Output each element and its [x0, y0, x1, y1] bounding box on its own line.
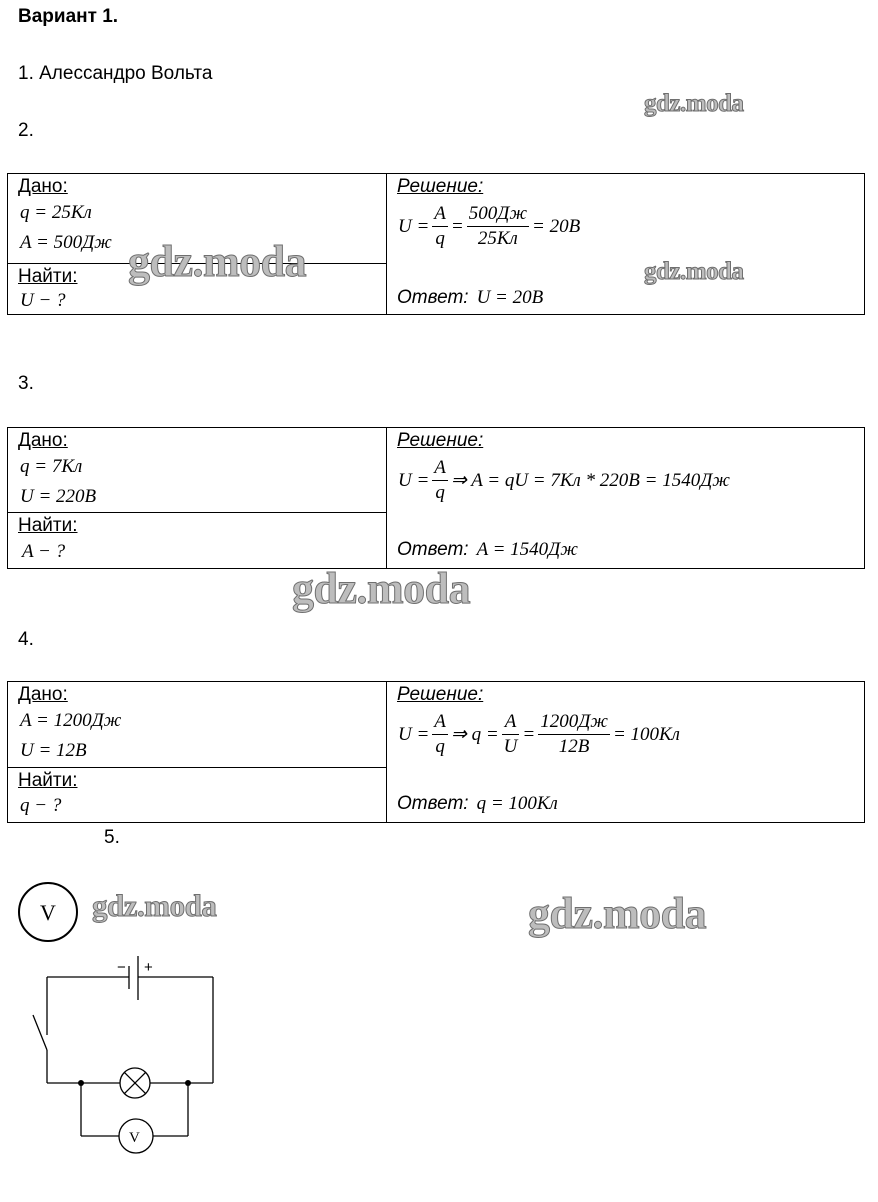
given-value-2: U = 12B	[20, 740, 87, 761]
given-value-1: A = 1200Дж	[20, 710, 122, 731]
find-label: Найти:	[18, 770, 78, 791]
find-value: q − ?	[20, 795, 62, 816]
solution-label: Решение:	[397, 430, 484, 451]
formula-rhs: ⇒ A = qU = 7Кл * 220B = 1540Дж	[450, 470, 730, 491]
answer-label: Ответ:	[397, 793, 469, 814]
voltmeter-symbol-icon: V	[18, 882, 78, 942]
formula-lhs: U =	[398, 723, 430, 745]
given-label: Дано:	[18, 430, 68, 451]
answer-label: Ответ:	[397, 539, 469, 560]
battery-minus-label: −	[117, 959, 126, 976]
circuit-voltmeter-label: V	[129, 1130, 140, 1146]
solution-formula: U = $\frac{A}{q}$ = $\frac{500Дж}{25Кл}$ = 20B	[398, 203, 581, 249]
given-value-2: A = 500Дж	[20, 232, 112, 253]
answer-value: A = 1540Дж	[476, 539, 578, 560]
fraction: $\frac{1200Дж}{12B}$	[540, 711, 608, 757]
task-4-table	[7, 681, 865, 823]
answer-line	[397, 793, 558, 815]
fraction: $\frac{500Дж}{25Кл}$	[468, 203, 527, 249]
fraction: $\frac{A}{q}$	[434, 711, 446, 757]
watermark-logo: gdz.moda	[128, 237, 307, 286]
junction-dot	[78, 1080, 84, 1086]
battery-plus-label: +	[144, 959, 153, 976]
junction-dot	[185, 1080, 191, 1086]
answer-label: Ответ:	[397, 287, 469, 308]
solution-label: Решение:	[397, 176, 484, 197]
find-value: A − ?	[22, 541, 66, 562]
task-3-number: 3.	[18, 373, 34, 394]
fraction: $\frac{A}{q}$	[434, 203, 446, 249]
task-5-number: 5.	[104, 827, 120, 848]
watermark-logo: gdz.moda	[92, 888, 217, 923]
task-3-table	[7, 427, 865, 569]
answer-line	[397, 287, 543, 309]
find-value: U − ?	[20, 290, 66, 311]
watermark-logo: gdz.moda	[528, 889, 707, 938]
given-value-2: U = 220B	[20, 486, 97, 507]
answer-value: q = 100Кл	[476, 793, 558, 814]
answer-value: U = 20B	[476, 287, 544, 308]
formula-lhs: U =	[398, 469, 430, 491]
task-2-number: 2.	[18, 120, 34, 141]
answer-line	[397, 539, 578, 561]
given-label: Дано:	[18, 684, 68, 705]
formula-lhs: U =	[398, 215, 430, 237]
find-label: Найти:	[18, 266, 78, 287]
formula-mid: ⇒ q =	[450, 724, 499, 745]
solution-formula	[398, 456, 730, 505]
given-value-1: q = 25Кл	[20, 202, 92, 223]
fraction: $\frac{A}{U}$	[503, 711, 518, 757]
given-label: Дано:	[18, 176, 68, 197]
watermark-logo: gdz.moda	[644, 258, 744, 285]
fraction: $\frac{A}{q}$	[434, 457, 446, 503]
watermark-logo: gdz.moda	[644, 90, 744, 117]
watermark-logo: gdz.moda	[292, 564, 471, 613]
solution-label: Решение:	[397, 684, 484, 705]
find-label: Найти:	[18, 515, 78, 536]
formula-rhs: = 20B	[532, 215, 581, 237]
task-4-number: 4.	[18, 629, 34, 650]
switch-icon	[33, 1015, 47, 1050]
formula-rhs: = 100Кл	[612, 723, 680, 745]
given-value-1: q = 7Кл	[20, 456, 83, 477]
page-title: Вариант 1.	[18, 6, 119, 27]
circuit-diagram	[25, 950, 225, 1165]
answer-1: 1. Алессандро Вольта	[18, 63, 213, 84]
solution-formula: U = $\frac{A}{q}$ ⇒ q = $\frac{A}{U}$ = $\frac{1200Дж}{12B}$ = 100Кл	[398, 711, 680, 757]
